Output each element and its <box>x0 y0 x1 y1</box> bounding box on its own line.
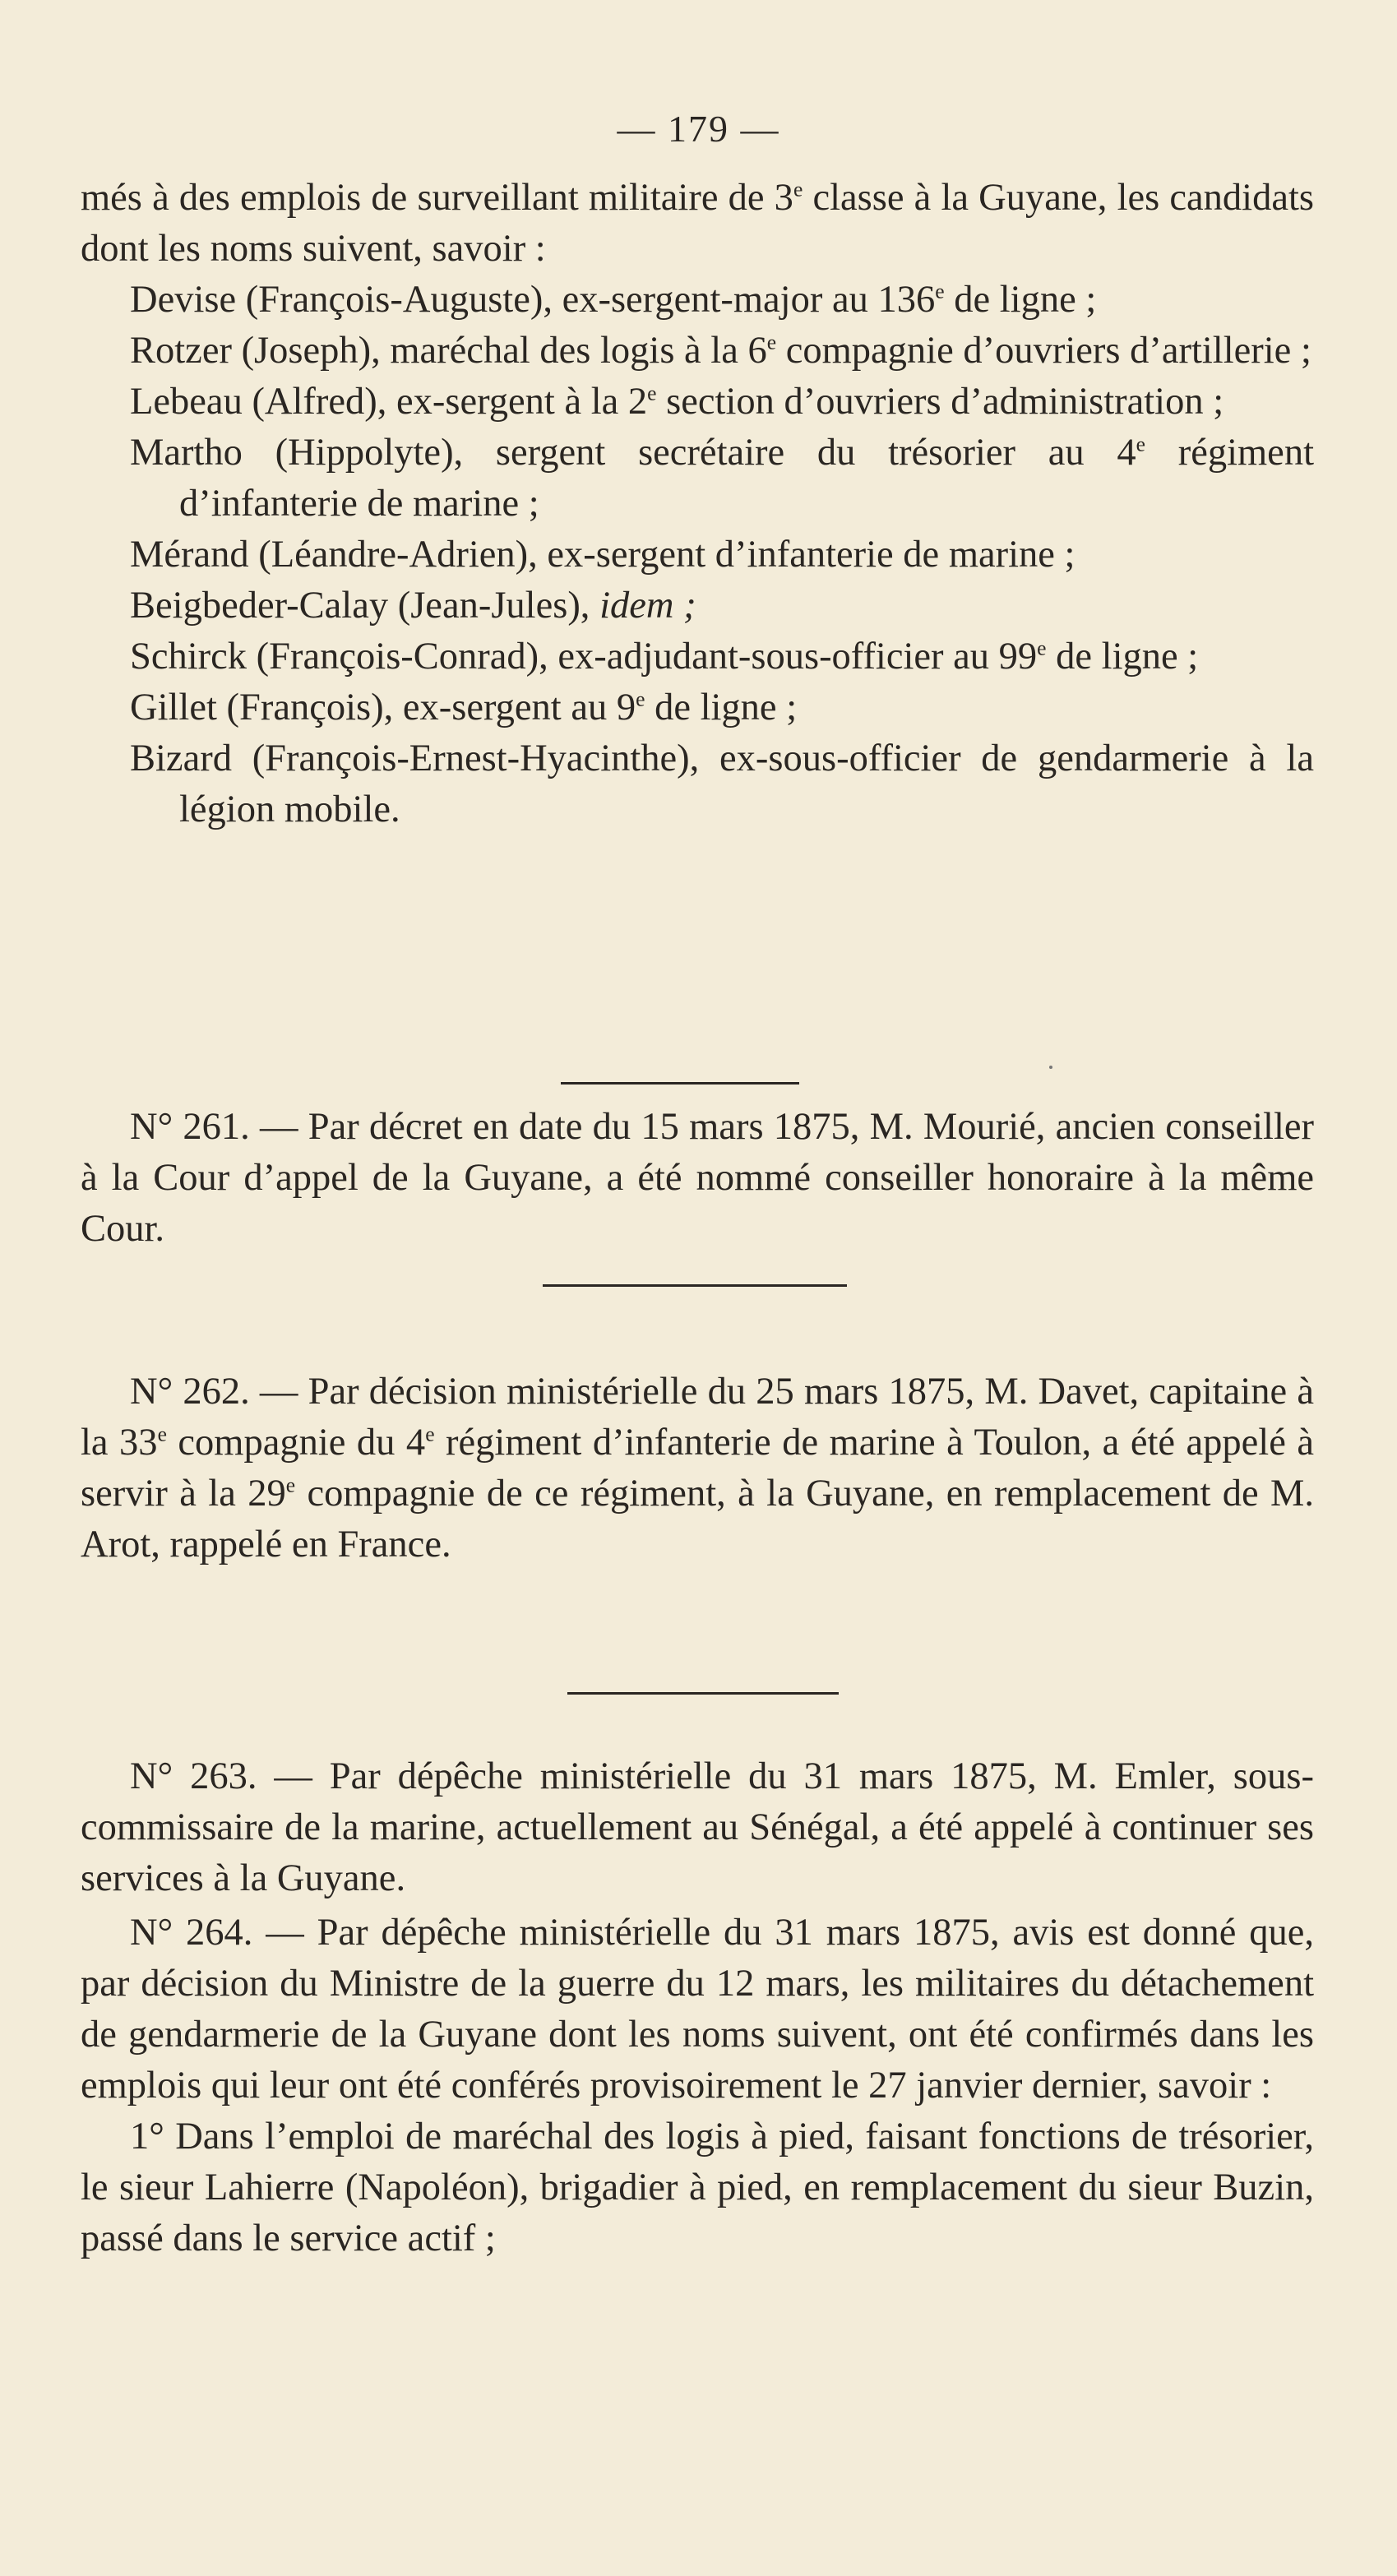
separator-rule <box>543 1284 847 1287</box>
notice-262-text: N° 262. — Par décision ministérielle du 25 mars 1875, M. Davet, capitaine à la 33e compagnie du 4e régiment d’infanterie de marine à Toulon, a été appelé à servir à la 29e compagnie de ce régiment, à la Guyane, en remplacement de M. Arot, rappelé en France. <box>81 1371 1314 1565</box>
intro-text-end: classe à la Guyane, les candidats dont les noms suivent, savoir : <box>81 177 1314 270</box>
list-item: Lebeau (Alfred), ex-sergent à la 2e section d’ouvriers d’administration ; <box>130 381 1224 423</box>
notice-264 <box>81 1908 1314 2264</box>
superscript: e <box>793 177 803 201</box>
separator-rule <box>561 1082 799 1085</box>
notice-264-text: N° 264. — Par dépêche ministérielle du 31 mars 1875, avis est donné que, par décision du Ministre de la guerre du 12 mars, les militaires du détachement de gendarmerie de la Guyane dont les noms suivent, ont été confirmés dans les emplois qui leur ont été conférés provisoirement le 27 janvier dernier, savoir : <box>81 1912 1314 2107</box>
notice-262 <box>81 1367 1314 1570</box>
ink-speck <box>1049 1066 1052 1069</box>
intro-paragraph <box>81 173 1314 275</box>
list-item: Beigbeder-Calay (Jean-Jules), idem ; <box>130 585 696 627</box>
notice-264-item-1: 1° Dans l’emploi de maréchal des logis à pied, faisant fonctions de trésorier, le sieur Lahierre (Napoléon), brigadier à pied, en remplacement du sieur Buzin, passé dans le service actif ; <box>81 2116 1314 2259</box>
italic-idem: idem ; <box>599 585 696 627</box>
list-item: Martho (Hippolyte), sergent secrétaire du trésorier au 4e régiment d’infanterie de marine ; <box>130 432 1314 525</box>
list-item: Rotzer (Joseph), maréchal des logis à la 6e compagnie d’ouvriers d’artillerie ; <box>130 330 1311 372</box>
list-item: Mérand (Léandre-Adrien), ex-sergent d’infanterie de marine ; <box>130 534 1076 576</box>
intro-text: més à des emplois de surveillant militaire de 3 <box>81 177 793 219</box>
notice-261 <box>81 1102 1314 1255</box>
list-item: Gillet (François), ex-sergent au 9e de ligne ; <box>130 687 798 728</box>
notice-263-text: N° 263. — Par dépêche ministérielle du 31 mars 1875, M. Emler, sous-commissaire de la marine, actuellement au Sénégal, a été appelé à continuer ses services à la Guyane. <box>81 1755 1314 1899</box>
notice-263 <box>81 1751 1314 1904</box>
page-number: — 179 — <box>617 108 780 150</box>
appointments-list-section <box>81 173 1314 835</box>
list-item: Schirck (François-Conrad), ex-adjudant-sous-officier au 99e de ligne ; <box>130 636 1199 678</box>
notice-261-text: N° 261. — Par décret en date du 15 mars 1875, M. Mourié, ancien conseiller à la Cour d’appel de la Guyane, a été nommé conseiller honoraire à la même Cour. <box>81 1106 1314 1250</box>
list-item: Devise (François-Auguste), ex-sergent-major au 136e de ligne ; <box>130 279 1097 321</box>
list-item: Bizard (François-Ernest-Hyacinthe), ex-sous-officier de gendarmerie à la légion mobile. <box>130 738 1314 830</box>
separator-rule <box>567 1692 839 1695</box>
